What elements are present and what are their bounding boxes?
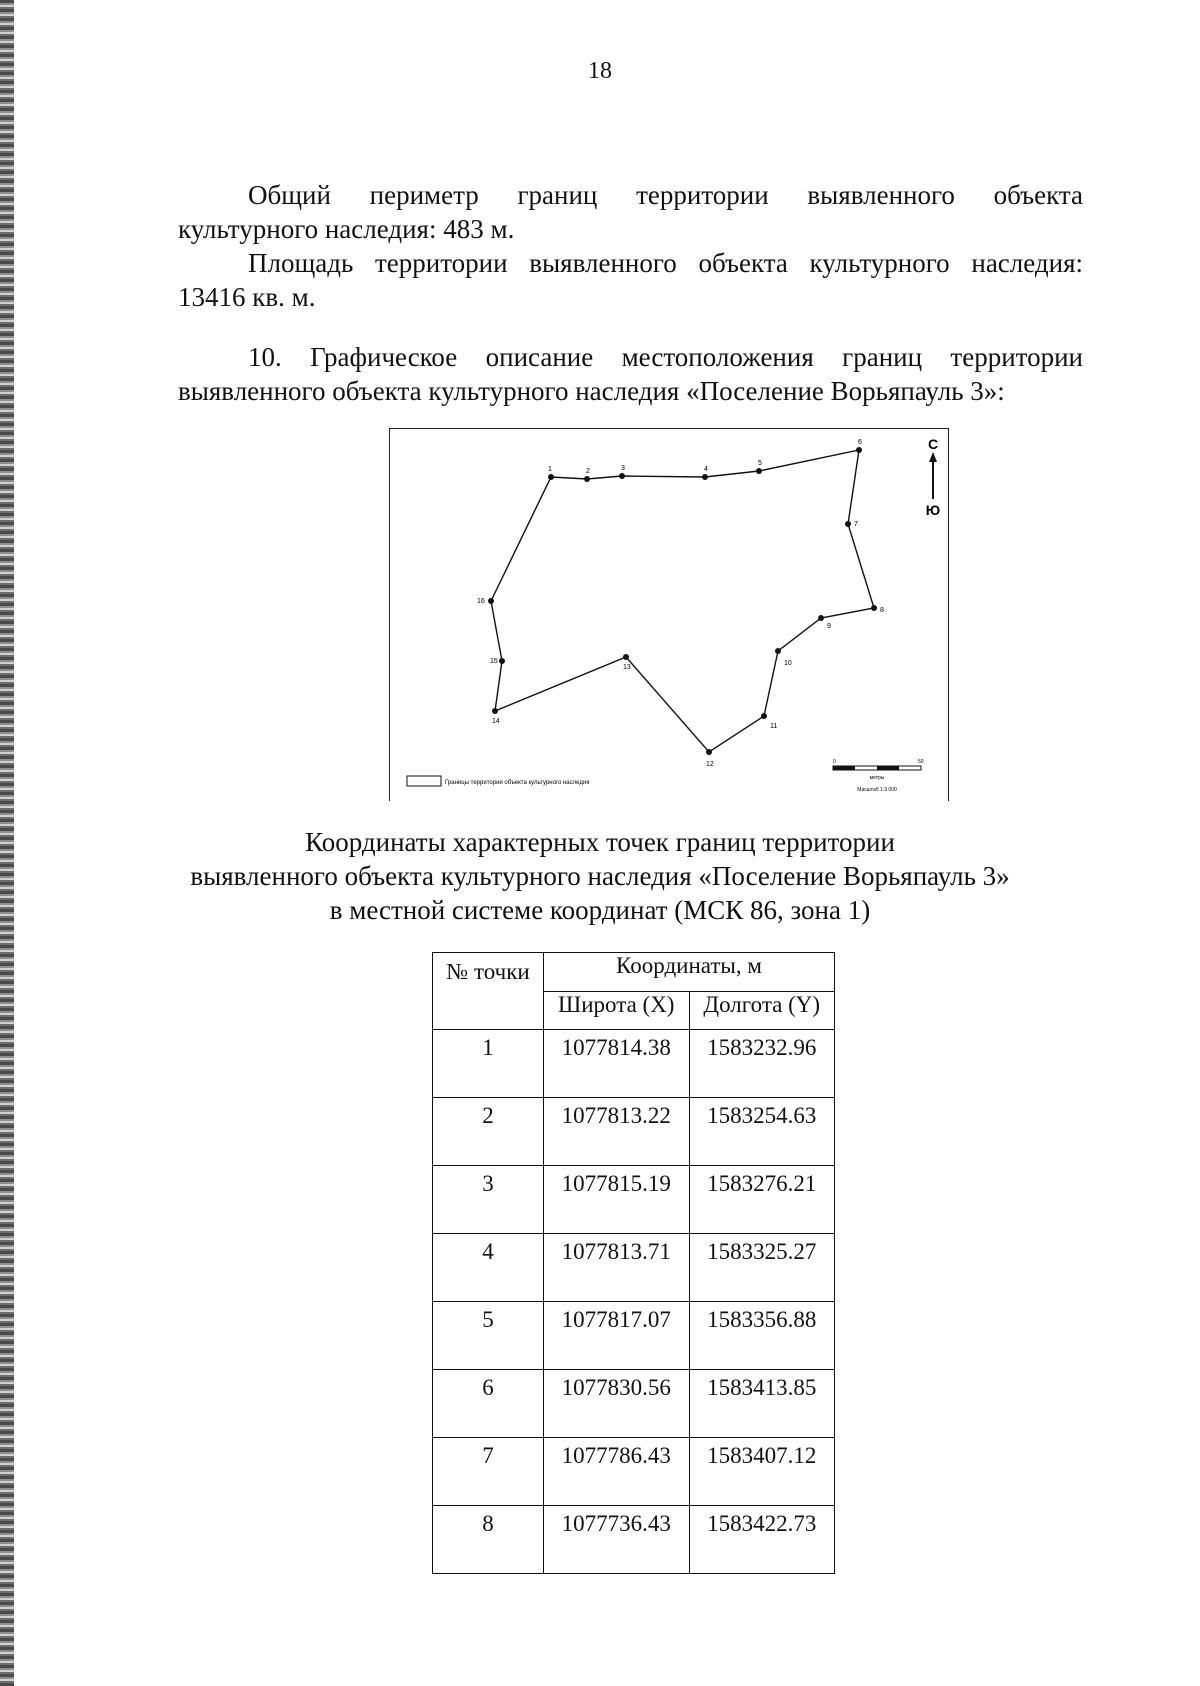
- table-row: [433, 1098, 835, 1166]
- perimeter-line-1: Общий периметр границ территории выявленного объекта: [248, 180, 1083, 210]
- longitude-y: 1583254.63: [689, 1098, 835, 1166]
- page-number: 18: [588, 58, 612, 84]
- table-row: [433, 1166, 835, 1234]
- boundary-point-label-12: 12: [706, 761, 714, 768]
- area-line-1: Площадь территории выявленного объекта культурного наследия:: [248, 248, 1083, 278]
- area-line-2: 13416 кв. м.: [178, 282, 316, 312]
- header-coordinates: Координаты, м: [544, 953, 835, 992]
- boundary-point-8: [871, 605, 877, 611]
- boundary-point-label-14: 14: [492, 718, 500, 725]
- graphic-description-line-2: выявленного объекта культурного наследия «Поселение Ворьяпауль 3»:: [178, 376, 1005, 406]
- latitude-x: 1077814.38: [544, 1030, 690, 1098]
- compass-arrow-icon: [929, 452, 937, 499]
- latitude-x: 1077815.19: [544, 1166, 690, 1234]
- latitude-x: 1077830.56: [544, 1370, 690, 1438]
- scale-label: Масштаб 1:3 000: [857, 787, 897, 793]
- header-longitude-y: Долгота (Y): [689, 992, 835, 1030]
- boundary-point-12: [706, 749, 712, 755]
- longitude-y: 1583276.21: [689, 1166, 835, 1234]
- header-latitude-x: Широта (X): [544, 992, 690, 1030]
- boundary-point-label-15: 15: [490, 658, 498, 665]
- table-row: [433, 1370, 835, 1438]
- perimeter-line-2: культурного наследия: 483 м.: [178, 214, 515, 244]
- latitude-x: 1077813.71: [544, 1234, 690, 1302]
- graphic-description-line-1: 10. Графическое описание местоположения границ территории: [248, 342, 1083, 372]
- boundary-point-label-3: 3: [621, 465, 625, 472]
- point-number: 8: [433, 1506, 544, 1574]
- boundary-point-label-2: 2: [586, 468, 590, 475]
- boundary-point-2: [584, 476, 590, 482]
- point-number: 1: [433, 1030, 544, 1098]
- legend-text: Границы территории объекта культурного наследия: [445, 780, 590, 786]
- longitude-y: 1583356.88: [689, 1302, 835, 1370]
- boundary-point-14: [492, 708, 498, 714]
- boundary-point-15: [499, 658, 505, 664]
- boundary-point-11: [761, 713, 767, 719]
- latitude-x: 1077813.22: [544, 1098, 690, 1166]
- point-number: 2: [433, 1098, 544, 1166]
- latitude-x: 1077786.43: [544, 1438, 690, 1506]
- boundary-point-label-1: 1: [548, 466, 552, 473]
- boundary-point-label-8: 8: [880, 607, 884, 614]
- longitude-y: 1583407.12: [689, 1438, 835, 1506]
- longitude-y: 1583232.96: [689, 1030, 835, 1098]
- boundary-point-3: [619, 473, 625, 479]
- boundary-point-1: [548, 474, 554, 480]
- boundary-point-5: [756, 468, 762, 474]
- compass-south-label: Ю: [925, 502, 941, 518]
- point-number: 4: [433, 1234, 544, 1302]
- table-row: [433, 1030, 835, 1098]
- table-row: [433, 1506, 835, 1574]
- latitude-x: 1077817.07: [544, 1302, 690, 1370]
- boundary-map-drawing: [390, 429, 948, 801]
- point-number: 5: [433, 1302, 544, 1370]
- longitude-y: 1583413.85: [689, 1370, 835, 1438]
- point-number: 3: [433, 1166, 544, 1234]
- boundary-point-16: [488, 598, 494, 604]
- legend: [407, 776, 589, 786]
- scale-end: 50: [918, 759, 924, 765]
- boundary-point-13: [623, 654, 629, 660]
- point-number: 6: [433, 1370, 544, 1438]
- coordinates-title-line-2: выявленного объекта культурного наследия «Поселение Ворьяпауль 3»: [190, 861, 1010, 891]
- boundary-point-10: [775, 648, 781, 654]
- coordinates-table: [432, 952, 835, 1574]
- boundary-point-label-6: 6: [858, 439, 862, 446]
- boundary-point-label-5: 5: [758, 460, 762, 467]
- boundary-point-label-7: 7: [854, 521, 858, 528]
- latitude-x: 1077736.43: [544, 1506, 690, 1574]
- boundary-map: [389, 428, 949, 801]
- coordinates-title: [0, 825, 1200, 927]
- boundary-point-label-10: 10: [784, 660, 792, 667]
- coordinates-title-line-3: в местной системе координат (МСК 86, зона 1): [329, 895, 871, 925]
- boundary-point-7: [845, 521, 851, 527]
- boundary-point-label-11: 11: [770, 723, 778, 730]
- table-row: [433, 1302, 835, 1370]
- table-row: [433, 1438, 835, 1506]
- boundary-point-label-4: 4: [704, 466, 708, 473]
- scale-bar: [833, 759, 924, 793]
- boundary-point-label-13: 13: [623, 664, 631, 671]
- boundary-point-9: [818, 615, 824, 621]
- header-point-number: № точки: [433, 953, 544, 1030]
- boundary-point-label-16: 16: [477, 598, 485, 605]
- boundary-point-label-9: 9: [827, 623, 831, 630]
- longitude-y: 1583422.73: [689, 1506, 835, 1574]
- coordinates-title-line-1: Координаты характерных точек границ территории: [305, 827, 895, 857]
- table-row: [433, 1234, 835, 1302]
- boundary-point-6: [856, 447, 862, 453]
- boundary-polygon: [491, 450, 874, 752]
- boundary-point-4: [702, 474, 708, 480]
- scale-unit: метры: [869, 775, 885, 781]
- legend-swatch: [407, 776, 441, 786]
- scale-start: 0: [833, 759, 836, 765]
- longitude-y: 1583325.27: [689, 1234, 835, 1302]
- point-number: 7: [433, 1438, 544, 1506]
- compass-north-label: С: [927, 436, 939, 452]
